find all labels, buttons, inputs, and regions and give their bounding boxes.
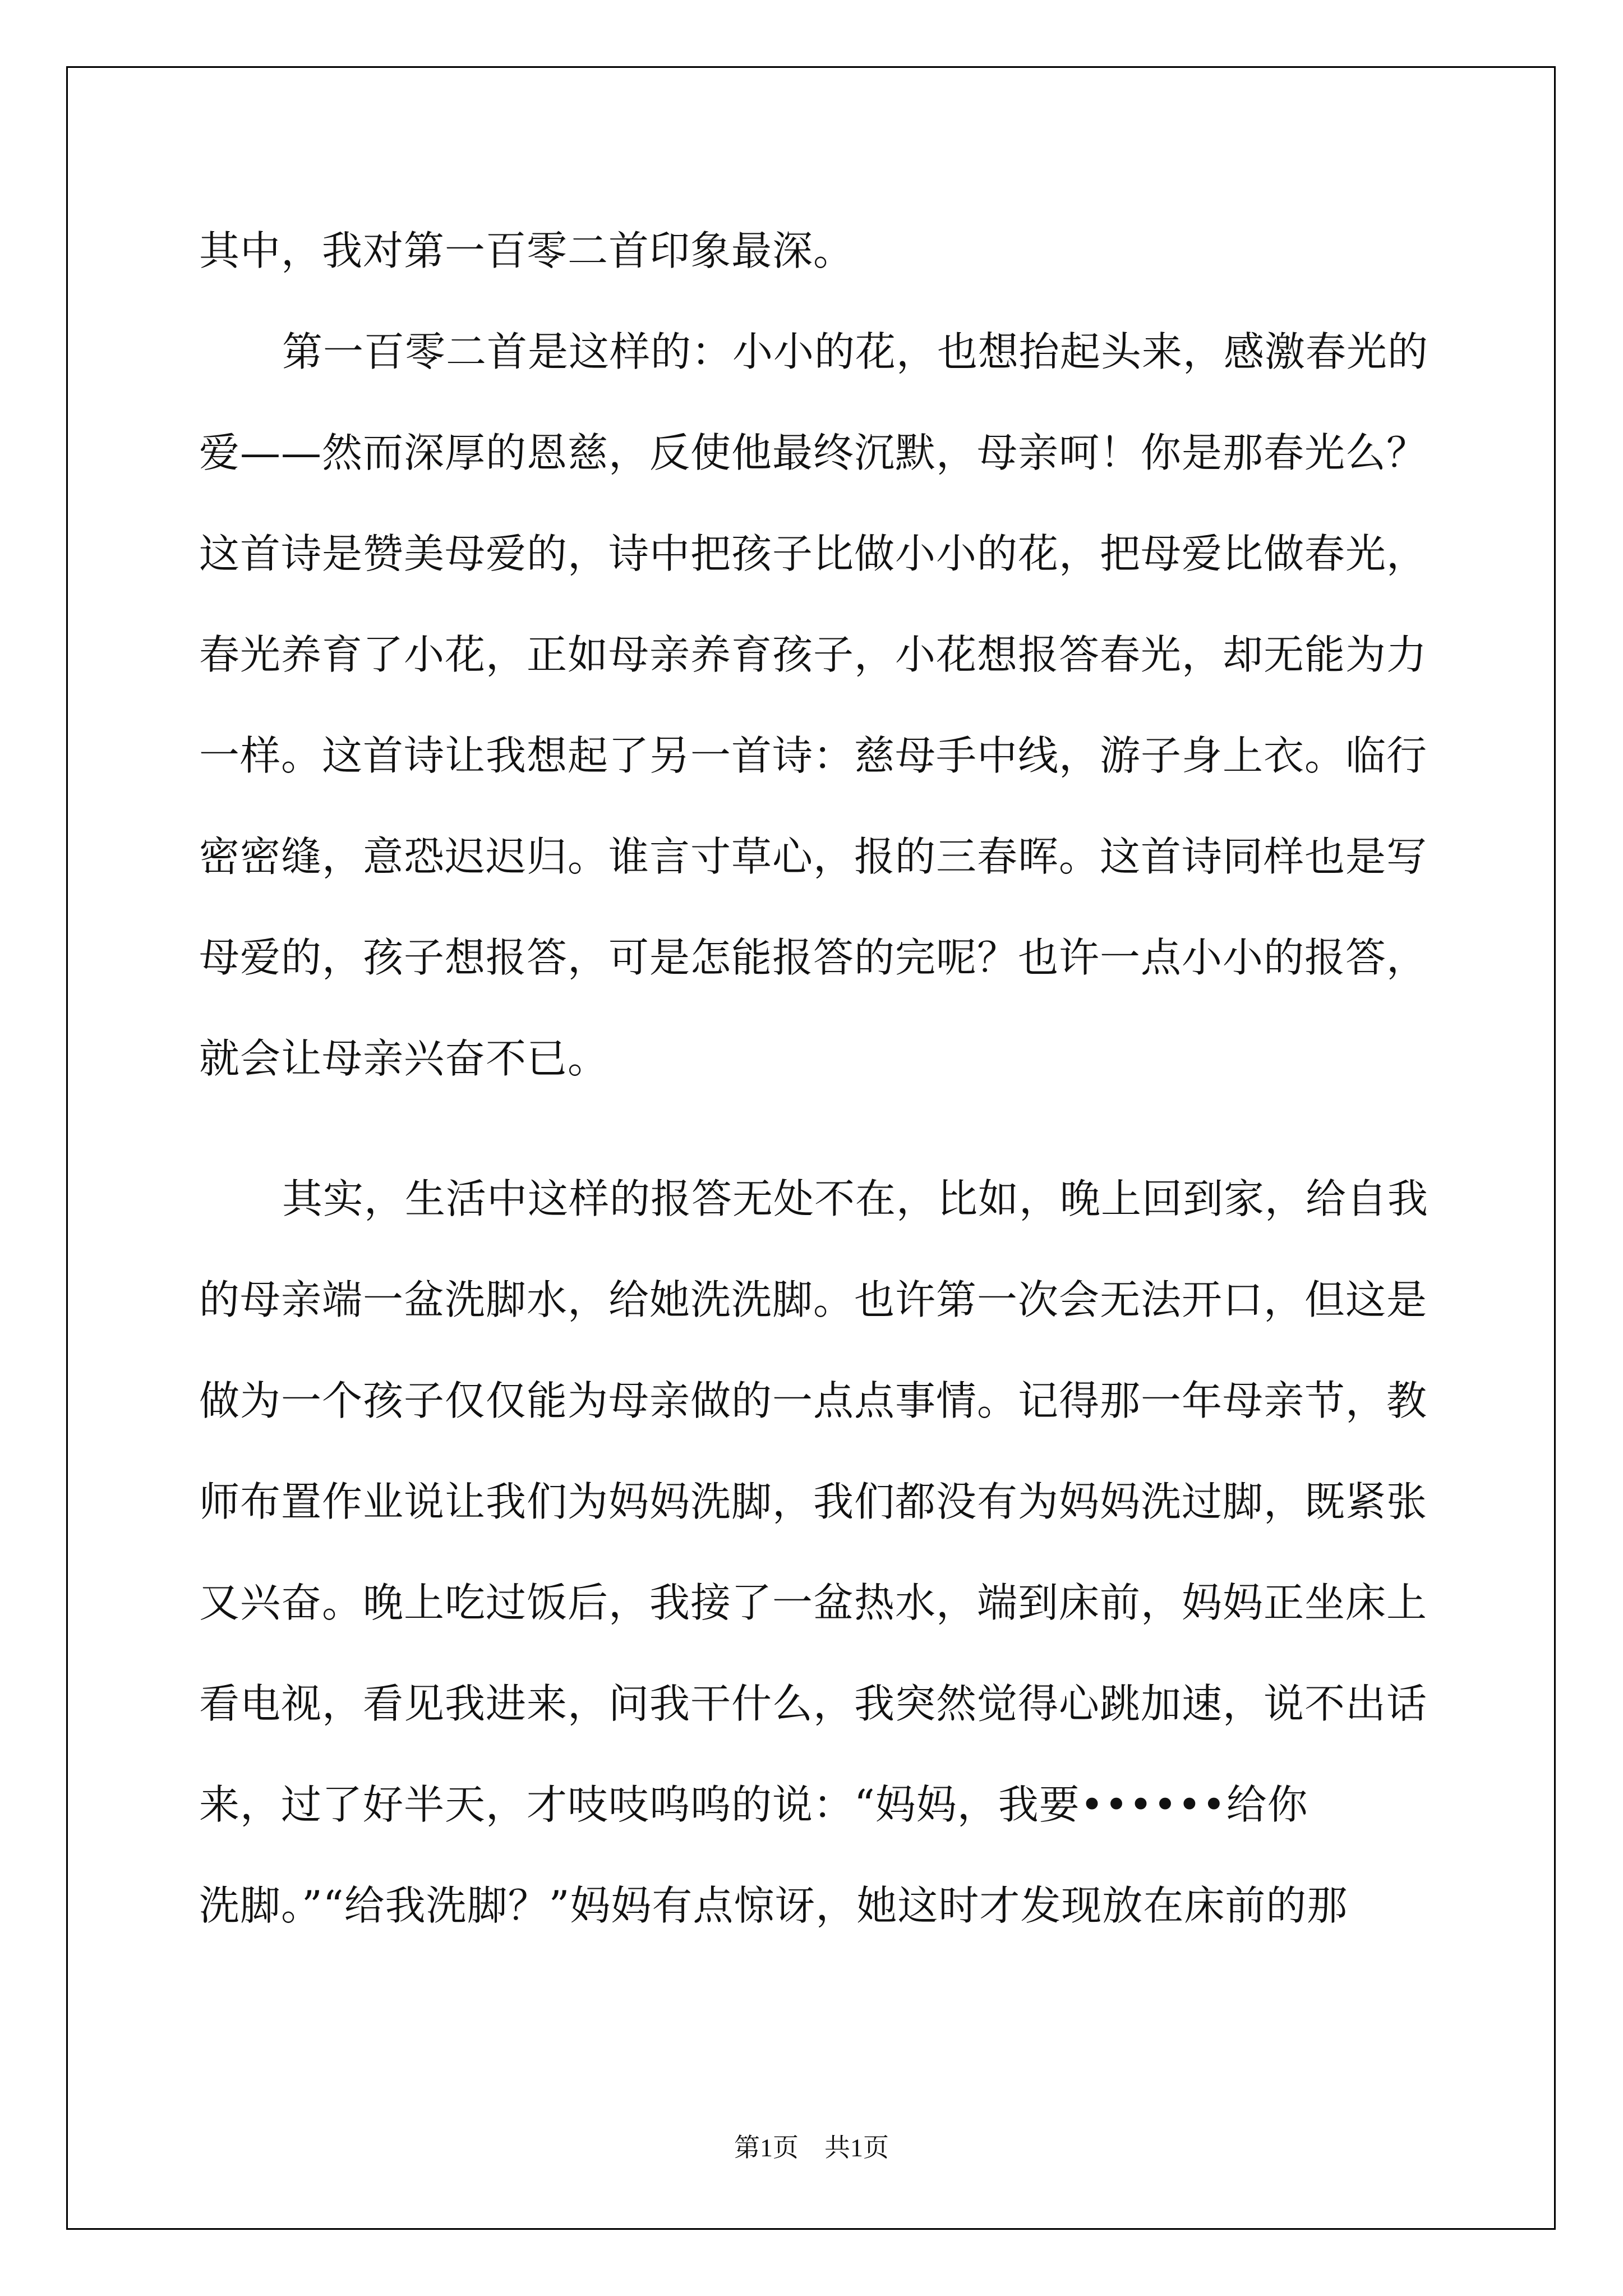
- text-line: 其中，我对第一百零二首印象最深。: [199, 227, 855, 274]
- text-line: 又兴奋。晚上吃过饭后，我接了一盆热水，端到床前，妈妈正坐床上: [199, 1579, 1428, 1626]
- page-number-footer: 第1页 共1页: [734, 2133, 889, 2162]
- text-line: 做为一个孩子仅仅能为母亲做的一点点事情。记得那一年母亲节，教: [199, 1377, 1428, 1424]
- text-line-paragraph-start: 其实，生活中这样的报答无处不在，比如，晚上回到家，给自我: [282, 1175, 1429, 1222]
- text-line: 密密缝，意恐迟迟归。谁言寸草心，报的三春晖。这首诗同样也是写: [199, 833, 1428, 880]
- text-line: 来，过了好半天，才吱吱呜呜的说：“妈妈，我要••••••给你: [199, 1781, 1308, 1828]
- text-line: 母爱的，孩子想报答，可是怎能报答的完呢？也许一点小小的报答，: [199, 934, 1428, 981]
- text-line-paragraph-start: 第一百零二首是这样的：小小的花，也想抬起头来，感激春光的: [282, 328, 1429, 375]
- text-line: 洗脚。”“给我洗脚？”妈妈有点惊讶，她这时才发现放在床前的那: [199, 1882, 1348, 1929]
- text-line: 看电视，看见我进来，问我干什么，我突然觉得心跳加速，说不出话: [199, 1680, 1428, 1727]
- text-line: 一样。这首诗让我想起了另一首诗：慈母手中线，游子身上衣。临行: [199, 732, 1428, 779]
- text-line: 的母亲端一盆洗脚水，给她洗洗脚。也许第一次会无法开口，但这是: [199, 1276, 1428, 1323]
- text-line: 爱——然而深厚的恩慈，反使他最终沉默，母亲呵！你是那春光么？: [199, 429, 1428, 476]
- text-line: 春光养育了小花，正如母亲养育孩子，小花想报答春光，却无能为力: [199, 631, 1428, 678]
- text-line: 这首诗是赞美母爱的，诗中把孩子比做小小的花，把母爱比做春光，: [199, 530, 1428, 577]
- text-line: 就会让母亲兴奋不已。: [199, 1035, 609, 1082]
- text-line: 师布置作业说让我们为妈妈洗脚，我们都没有为妈妈洗过脚，既紧张: [199, 1478, 1428, 1525]
